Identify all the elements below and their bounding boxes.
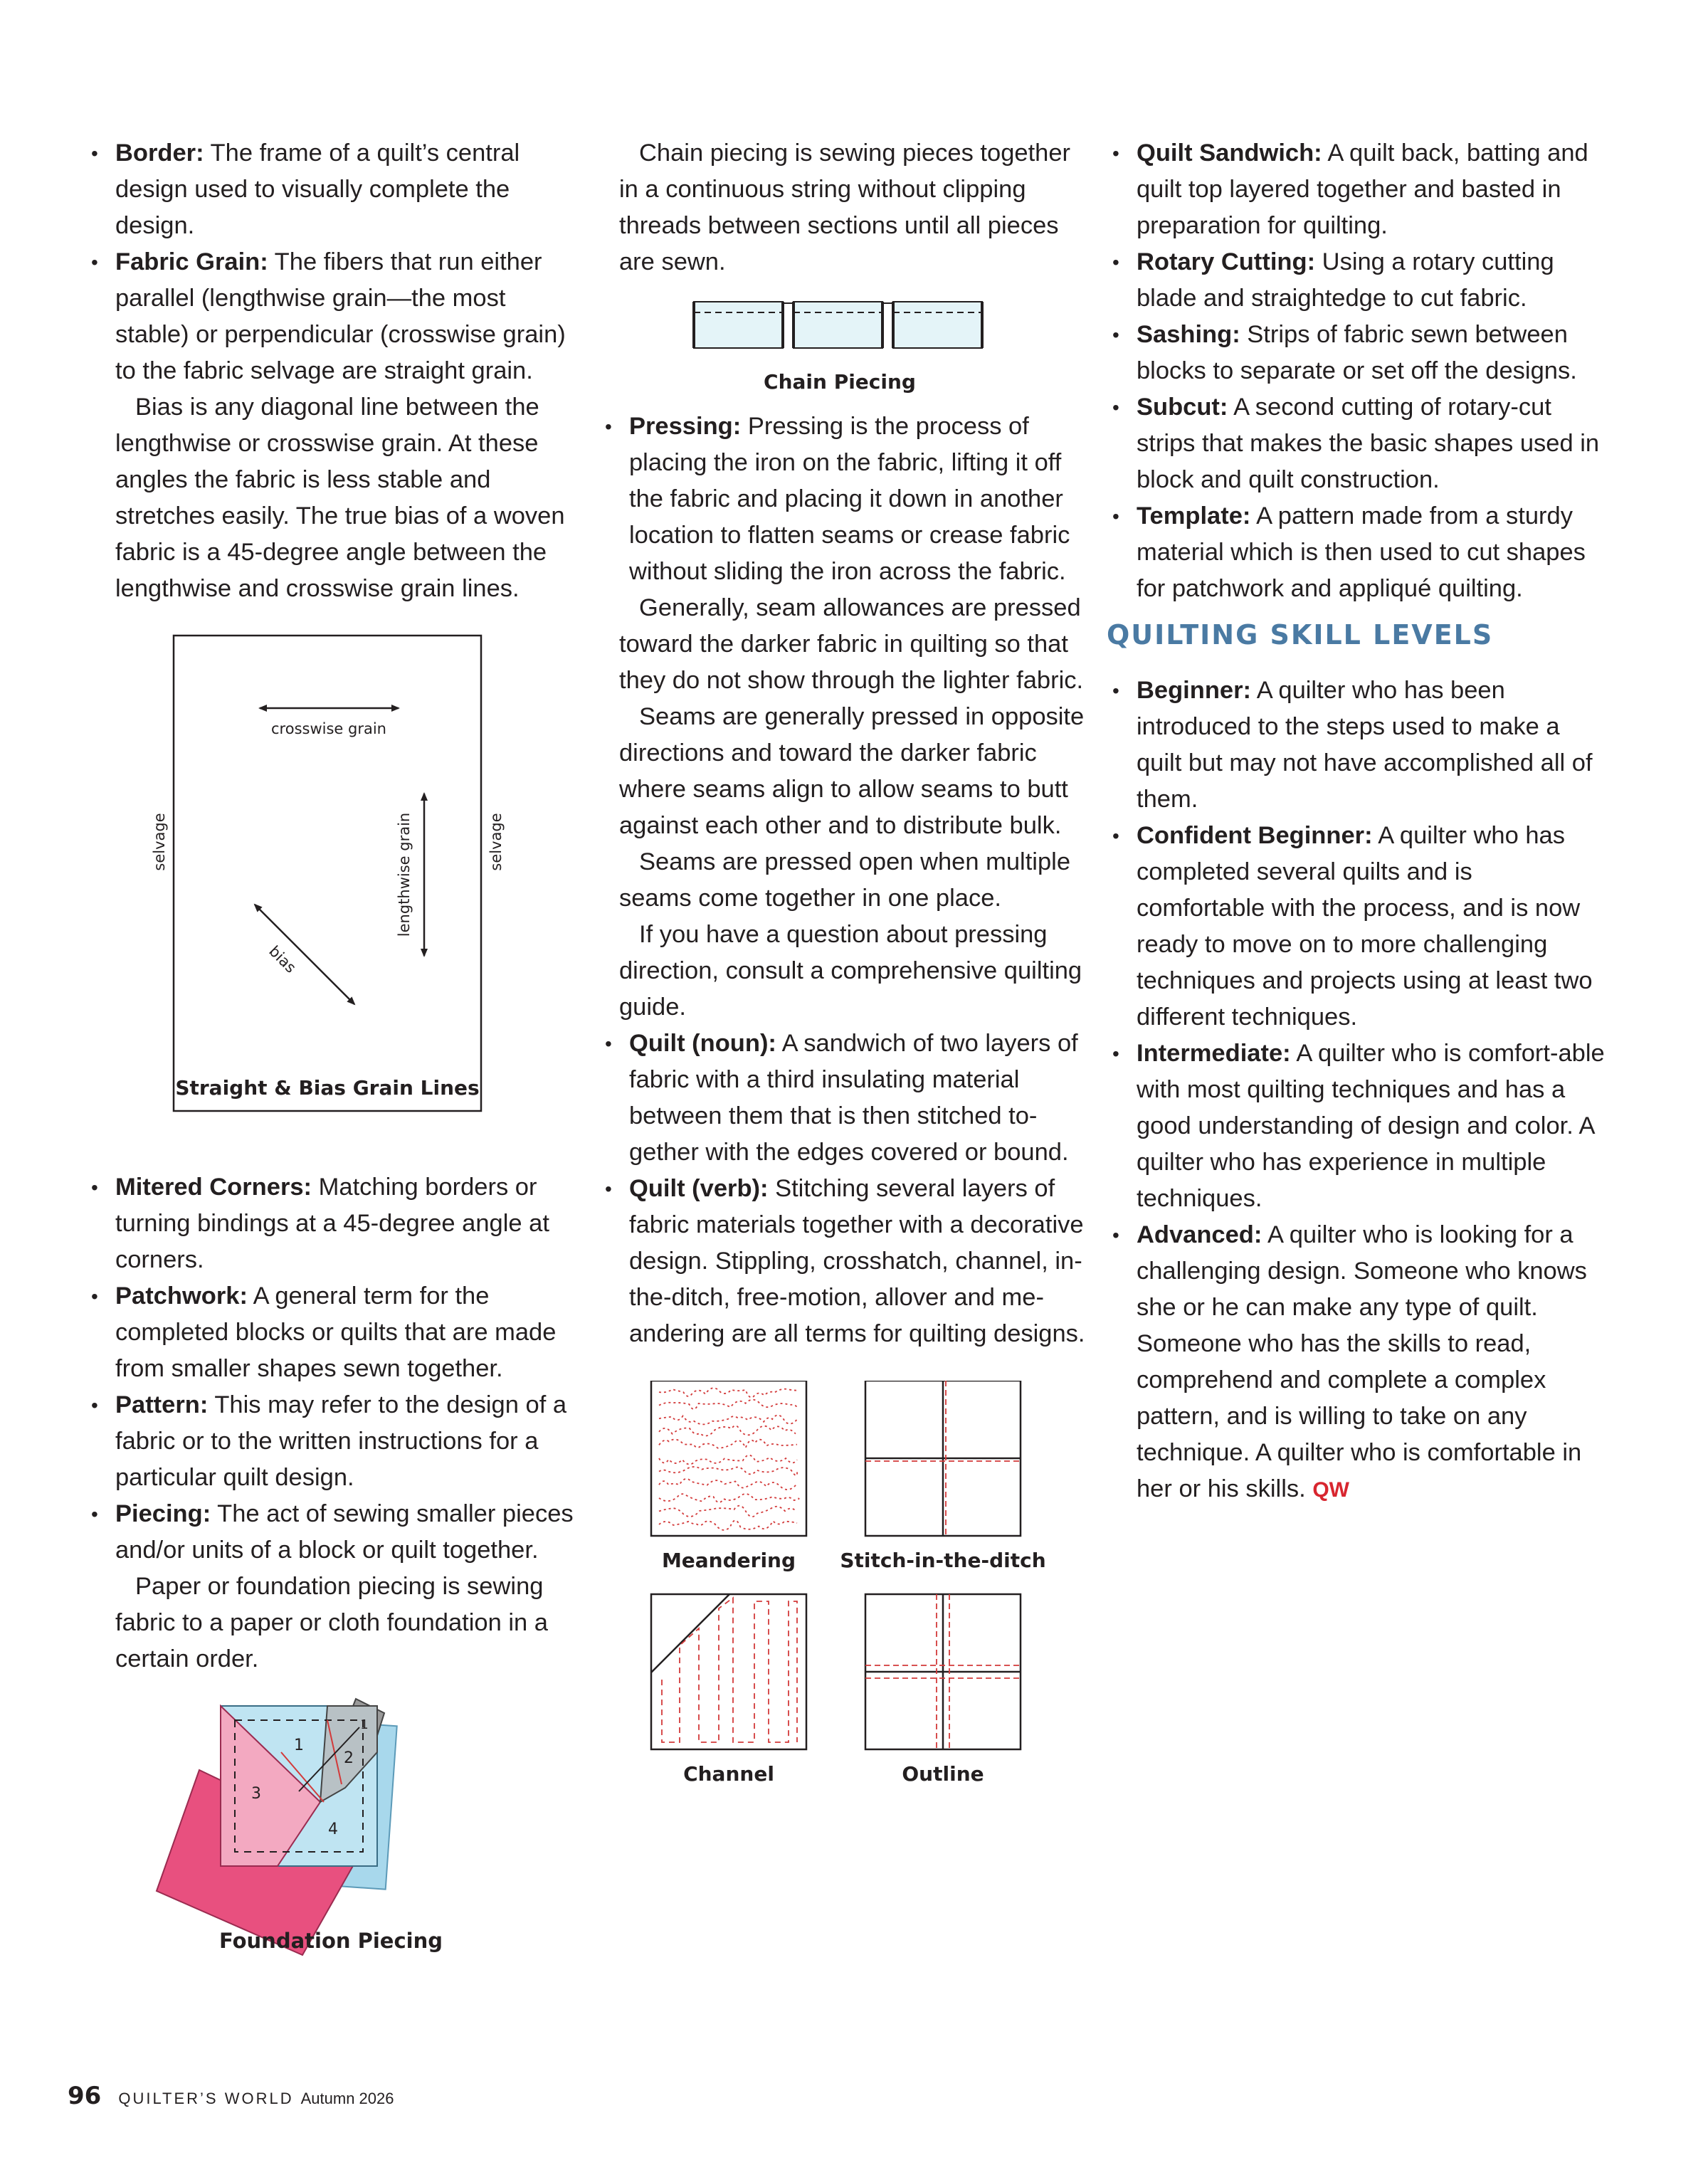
definition: A general term for the completed blocks or quilts that are made from smaller shapes sewn together.: [115, 1282, 557, 1382]
glossary-list-c: [1107, 135, 1605, 607]
definition: The fibers that run either parallel (lengthwise grain—the most stable) or perpendicular (crosswise grain) to the fabric selvage are straight grain.: [115, 248, 566, 384]
channel-block: [651, 1594, 806, 1749]
definition: This may refer to the design of a fabric or to the written instructions for a particular quilt design.: [115, 1391, 567, 1491]
channel-caption: Channel: [683, 1762, 774, 1786]
foundation-figure: [85, 1685, 576, 1962]
piece-number: 1: [294, 1737, 304, 1754]
definition: Using a rotary cutting blade and straightedge to cut fabric.: [1137, 248, 1554, 312]
quilting-designs-figure: [619, 1381, 1096, 1822]
selvage-right-label: selvage: [487, 813, 505, 871]
chain-paragraph: Chain piecing is sewing pieces together in a continuous string without clipping threads between sections until all pieces are sewn.: [619, 139, 1071, 275]
term: Sashing:: [1137, 321, 1240, 348]
glossary-item: [85, 1387, 576, 1496]
glossary-item: [85, 135, 576, 244]
chain-diagram: [619, 288, 1096, 409]
glossary-item: [1107, 244, 1605, 317]
glossary-item: [85, 1169, 576, 1278]
term: Beginner:: [1137, 677, 1252, 704]
pressing-list: [599, 409, 1096, 590]
definition: The act of sewing smaller pieces and/or units of a block or quilt together.: [115, 1500, 574, 1564]
glossary-list-a: [85, 135, 576, 389]
term: Rotary Cutting:: [1137, 248, 1316, 275]
term: Fabric Grain:: [115, 248, 268, 275]
term: Border:: [115, 139, 204, 167]
chain-figure: [619, 288, 1096, 409]
glossary-item: [85, 1278, 576, 1387]
definition: A quilt back, batting and quilt top layered together and basted in preparation for quilting.: [1137, 139, 1588, 239]
edition: Autumn 2026: [300, 2090, 394, 2107]
selvage-left-label: selvage: [151, 813, 168, 871]
skill-level-item: [1107, 1036, 1605, 1217]
term: Confident Beginner:: [1137, 822, 1373, 849]
outline-caption: Outline: [902, 1762, 984, 1786]
glossary-list-b: [85, 1169, 576, 1569]
glossary-item: [85, 244, 576, 389]
press-paragraph: Seams are pressed open when multiple seams come together in one place.: [619, 848, 1071, 912]
term: Piecing:: [115, 1500, 211, 1527]
grain-diagram: [85, 607, 576, 1134]
column-middle: [619, 135, 1096, 1822]
ditch-caption: Stitch-in-the-ditch: [840, 1549, 1046, 1572]
lengthwise-label: lengthwise grain: [396, 812, 413, 937]
term: Pattern:: [115, 1391, 209, 1418]
definition: A quilter who is comfort-able with most quilting techniques and has a good understanding of design and color. A quilter who has experience in multiple techniques.: [1137, 1040, 1605, 1212]
term: Quilt Sandwich:: [1137, 139, 1322, 167]
magazine-name: QUILTER’S WORLD: [118, 2090, 294, 2107]
definition: Stitching several layers of fabric materials together with a decorative design. Stippling, crosshatch, channel, in-the-ditch, free-motion, allover and me-andering are all terms for quilting designs.: [629, 1175, 1085, 1347]
definition: A quilter who has completed several quilts and is comfortable with the process, and is now ready to move on to more challenging techniques and projects using at least two different techniques.: [1137, 822, 1593, 1031]
term: Pressing:: [629, 413, 742, 440]
skill-levels-list: [1107, 673, 1605, 1508]
piece-number: 4: [328, 1821, 338, 1838]
grain-caption: Straight & Bias Grain Lines: [175, 1076, 480, 1100]
crosswise-label: crosswise grain: [271, 720, 386, 737]
bias-paragraph: Bias is any diagonal line between the lengthwise or crosswise grain. At these angles the fabric is less stable and stretches easily. The true bias of a woven fabric is a 45-degree angle between the lengthwise and crosswise grain lines.: [115, 394, 565, 602]
quilting-designs-diagram: [619, 1381, 1096, 1822]
chain-unit: [893, 302, 982, 348]
section-heading: QUILTING SKILL LEVELS: [1107, 619, 1494, 650]
glossary-item: [599, 409, 1096, 590]
outline-block: [865, 1594, 1021, 1749]
press-paragraph: Generally, seam allowances are pressed toward the darker fabric in quilting so that they do not show through the lighter fabric.: [619, 594, 1084, 694]
definition: A pattern made from a sturdy material which is then used to cut shapes for patchwork and appliqué quilting.: [1137, 502, 1586, 602]
column-left: [85, 135, 576, 1962]
bias-label: bias: [265, 942, 300, 976]
column-right: [1107, 135, 1605, 1508]
definition: The frame of a quilt’s central design used to visually complete the design.: [115, 139, 520, 239]
piece-number: 3: [251, 1785, 261, 1803]
paper-piecing-paragraph: Paper or foundation piecing is sewing fabric to a paper or cloth foundation in a certain order.: [115, 1573, 548, 1672]
definition: Strips of fabric sewn between blocks to separate or set off the designs.: [1137, 321, 1577, 384]
fabric-outline: [174, 636, 481, 1111]
chain-unit: [794, 302, 882, 348]
piece-number: 1: [360, 1717, 369, 1732]
chain-unit: [694, 302, 783, 348]
press-paragraph: If you have a question about pressing direction, consult a comprehensive quilting guide.: [619, 921, 1082, 1021]
quilt-list: [599, 1026, 1096, 1352]
chain-caption: Chain Piecing: [764, 370, 916, 394]
definition: A second cutting of rotary-cut strips that makes the basic shapes used in block and quilt construction.: [1137, 394, 1600, 493]
term: Template:: [1137, 502, 1251, 530]
piece-number: 2: [344, 1749, 354, 1767]
glossary-item: [1107, 498, 1605, 607]
term: Quilt (noun):: [629, 1030, 776, 1057]
grain-figure: [85, 607, 576, 1134]
term: Subcut:: [1137, 394, 1228, 421]
definition: A sandwich of two layers of fabric with a third insulating material between them that is then stitched to-gether with the edges covered or bound.: [629, 1030, 1078, 1166]
skill-level-item: [1107, 818, 1605, 1036]
term: Quilt (verb):: [629, 1175, 769, 1202]
glossary-item: [599, 1171, 1096, 1352]
page-footer: [68, 2082, 394, 2110]
glossary-item: [1107, 135, 1605, 244]
foundation-caption: Foundation Piecing: [218, 1929, 443, 1953]
glossary-item: [1107, 317, 1605, 389]
term: Patchwork:: [115, 1282, 248, 1310]
skill-level-item: [1107, 673, 1605, 818]
ditch-block: [865, 1381, 1021, 1536]
term: Intermediate:: [1137, 1040, 1291, 1067]
page-number: 96: [68, 2082, 102, 2110]
foundation-diagram: [85, 1685, 576, 1962]
term: Mitered Corners:: [115, 1174, 312, 1201]
definition: A quilter who is looking for a challenging design. Someone who knows she or he can make any type of quilt. Someone who has the skills to read, comprehend and complete a complex pattern, and is willing to take on any technique. A quilter who is comfortable in her or his skills.: [1137, 1221, 1587, 1502]
meandering-block: [651, 1381, 806, 1536]
skill-level-item: [1107, 1217, 1605, 1508]
end-mark: QW: [1312, 1478, 1349, 1502]
press-paragraph: Seams are generally pressed in opposite directions and toward the darker fabric where seams align to allow seams to butt against each other and to distribute bulk.: [619, 703, 1085, 839]
definition: Matching borders or turning bindings at a 45-degree angle at corners.: [115, 1174, 549, 1273]
glossary-item: [85, 1496, 576, 1569]
glossary-item: [1107, 389, 1605, 498]
definition: A quilter who has been introduced to the steps used to make a quilt but may not have accomplished all of them.: [1137, 677, 1593, 813]
glossary-item: [599, 1026, 1096, 1171]
term: Advanced:: [1137, 1221, 1262, 1248]
meandering-caption: Meandering: [661, 1549, 796, 1572]
definition: Pressing is the process of placing the iron on the fabric, lifting it off the fabric and placing it down in another location to flatten seams or crease fabric without sliding the iron across the fabric.: [629, 413, 1070, 585]
